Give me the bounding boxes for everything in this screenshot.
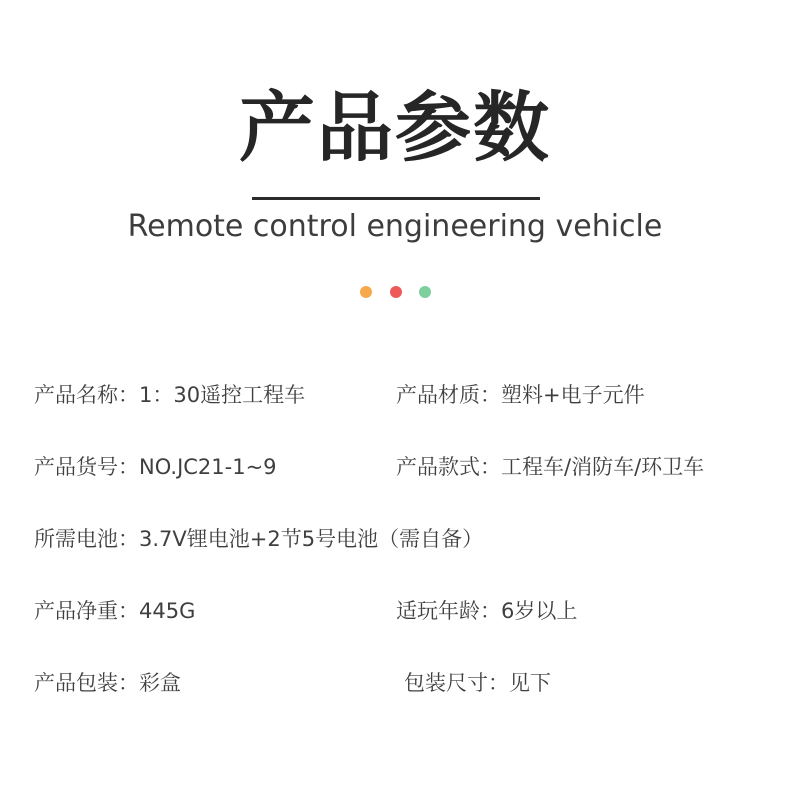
spec-item-net-weight: [34, 596, 195, 626]
spec-label: 产品货号：: [34, 455, 139, 479]
spec-label: 产品款式：: [396, 455, 501, 479]
spec-label: 产品名称：: [34, 383, 139, 407]
spec-value: 445G: [139, 599, 196, 623]
title-divider: [252, 197, 540, 200]
spec-item-packaging: [34, 668, 181, 698]
spec-label: 产品净重：: [34, 599, 139, 623]
spec-item-age-range: [396, 596, 577, 626]
decorative-dots: [0, 286, 790, 300]
spec-value: 塑料+电子元件: [501, 383, 645, 407]
spec-item-battery: [34, 524, 483, 554]
red-dot-icon: [390, 286, 402, 298]
green-dot-icon: [419, 286, 431, 298]
spec-item-item-number: [34, 452, 277, 482]
spec-value: 3.7V锂电池+2节5号电池（需自备）: [139, 527, 484, 551]
spec-item-product-name: [34, 380, 305, 410]
spec-label: 所需电池：: [34, 527, 139, 551]
spec-label: 适玩年龄：: [396, 599, 501, 623]
page-subtitle: Remote control engineering vehicle: [127, 209, 663, 244]
orange-dot-icon: [360, 286, 372, 298]
spec-item-style: [396, 452, 704, 482]
spec-label: 产品材质：: [396, 383, 501, 407]
spec-value: 见下: [509, 671, 551, 695]
spec-value: 1：30遥控工程车: [139, 383, 306, 407]
spec-item-material: [396, 380, 645, 410]
spec-value: 彩盒: [139, 671, 181, 695]
spec-value: 工程车/消防车/环卫车: [501, 455, 705, 479]
spec-label: 产品包装：: [34, 671, 139, 695]
spec-value: NO.JC21-1~9: [139, 455, 277, 479]
spec-item-package-size: [404, 668, 551, 698]
spec-label: 包装尺寸：: [404, 671, 509, 695]
spec-value: 6岁以上: [501, 599, 578, 623]
page-title: 产品参数: [239, 83, 551, 172]
